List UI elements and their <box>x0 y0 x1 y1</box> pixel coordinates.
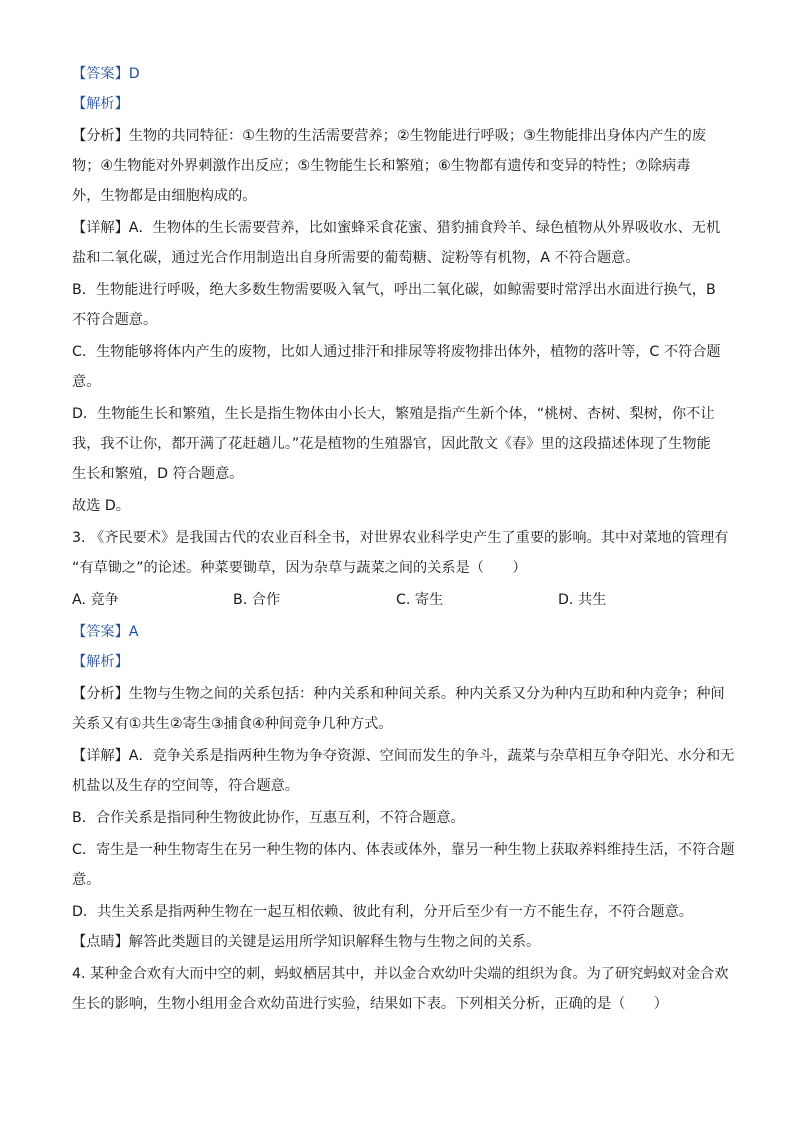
detail-line: D．生物能生长和繁殖，生长是指生物体由小长大，繁殖是指产生新个体，“桃树、杏树、梨树，你不让 <box>72 406 715 422</box>
detail-line: D．共生关系是指两种生物在一起互相依赖、彼此有利，分开后至少有一方不能生存，不符合题意。 <box>72 904 693 920</box>
detail-line: 不符合题意。 <box>72 312 158 328</box>
detail-line: B．生物能进行呼吸，绝大多数生物需要吸入氧气，呼出二氧化碳，如鲸需要时常浮出水面进行换气，B <box>72 282 716 298</box>
detail-line: 我，我不让你，都开满了花赶趟儿。”花是植物的生殖器官，因此散文《春》里的这段描述体现了生物能 <box>72 436 711 452</box>
detail-line: 机盐以及生存的空间等，符合题意。 <box>72 778 300 794</box>
answer-label: 【答案】A <box>72 624 139 640</box>
question-stem: 生长的影响，生物小组用金合欢幼苗进行实验，结果如下表。下列相关分析，正确的是（ ） <box>72 996 668 1012</box>
question-stem: 3. 《齐民要术》是我国古代的农业百科全书，对世界农业科学史产生了重要的影响。其中对菜地的管理有 <box>72 530 729 546</box>
detail-line: C．寄生是一种生物寄生在另一种生物的体内、体表或体外，靠另一种生物上获取养料维持生活，不符合题 <box>72 842 735 858</box>
option-c: C. 寄生 <box>396 592 444 608</box>
detail-line: C．生物能够将体内产生的废物，比如人通过排汗和排尿等将废物排出体外，植物的落叶等，C 不符合题 <box>72 344 721 360</box>
analysis-line: 关系又有①共生②寄生③捕食④种间竞争几种方式。 <box>72 716 393 732</box>
analysis-line: 外，生物都是由细胞构成的。 <box>72 188 257 204</box>
analysis-line: 【分析】生物与生物之间的关系包括：种内关系和种间关系。种内关系又分为种内互助和种内竞争；种间 <box>72 686 725 702</box>
detail-line: 【详解】A．生物体的生长需要营养，比如蜜蜂采食花蜜、猎豹捕食羚羊、绿色植物从外界吸收水、无机 <box>72 220 721 236</box>
analysis-line: 物；④生物能对外界刺激作出反应；⑤生物能生长和繁殖；⑥生物都有遗传和变异的特性；⑦除病毒 <box>72 158 691 174</box>
option-d: D. 共生 <box>558 592 607 608</box>
comment-line: 【点睛】解答此类题目的关键是运用所学知识解释生物与生物之间的关系。 <box>72 934 541 950</box>
option-a: A. 竞争 <box>72 592 119 608</box>
analysis-line: 【分析】生物的共同特征：①生物的生活需要营养；②生物能进行呼吸；③生物能排出身体内产生的废 <box>72 128 707 144</box>
conclusion-line: 故选 D。 <box>72 498 130 514</box>
analysis-title: 【解析】 <box>72 96 129 112</box>
detail-line: 意。 <box>72 872 101 888</box>
option-b: B. 合作 <box>233 592 281 608</box>
analysis-title: 【解析】 <box>72 654 129 670</box>
detail-line: 盐和二氧化碳，通过光合作用制造出自身所需要的葡萄糖、淀粉等有机物，A 不符合题意。 <box>72 250 640 266</box>
detail-line: 生长和繁殖，D 符合题意。 <box>72 466 244 482</box>
detail-line: 意。 <box>72 374 101 390</box>
question-stem: 4. 某种金合欢有大而中空的刺，蚂蚁栖居其中，并以金合欢幼叶尖端的组织为食。为了研究蚂蚁对金合欢 <box>72 966 729 982</box>
answer-label: 【答案】D <box>72 66 140 82</box>
detail-line: B．合作关系是指同种生物彼此协作，互惠互利，不符合题意。 <box>72 810 465 826</box>
detail-line: 【详解】A．竞争关系是指两种生物为争夺资源、空间而发生的争斗，蔬菜与杂草相互争夺阳光、水分和无 <box>72 748 735 764</box>
question-stem: “有草锄之”的论述。种菜要锄草，因为杂草与蔬菜之间的关系是（ ） <box>72 560 527 576</box>
